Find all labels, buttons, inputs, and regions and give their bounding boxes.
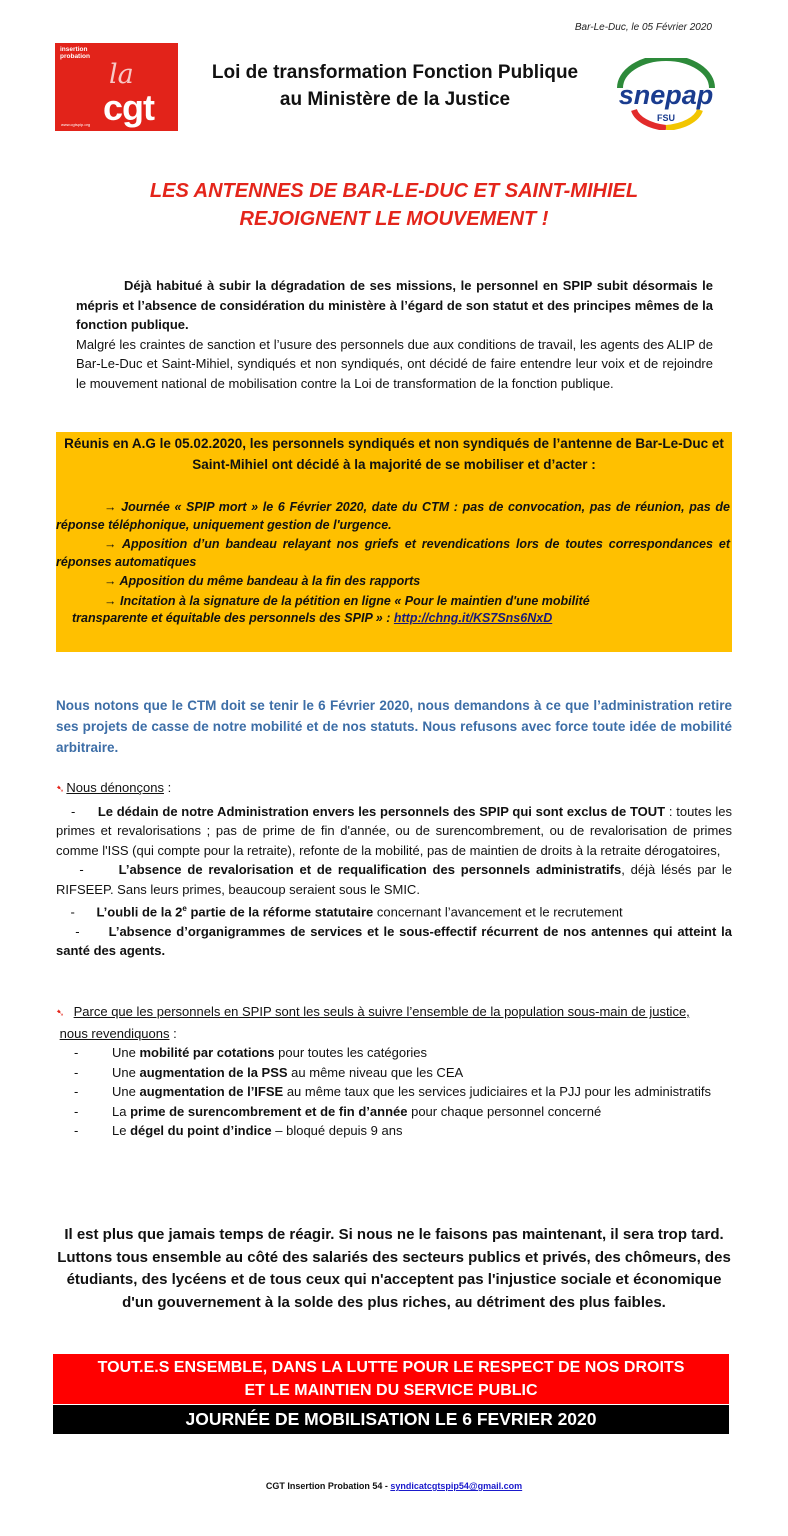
closing-paragraph: Il est plus que jamais temps de réagir. Si nous ne le faisons pas maintenant, il sera trop tard. Luttons tous ensemble au côté des salariés des secteurs publics et privés, des chômeurs, des étudiants, des lycéens et de tous ceux qui n'acceptent pas l'injustice sociale et économique d'un gouvernement à la solde des plus riches, au détriment des plus faibles. (57, 1226, 731, 1311)
list-item-post: pour chaque personnel concerné (407, 1103, 602, 1119)
highlight-box-heading: Réunis en A.G le 05.02.2020, les personnels syndiqués et non syndiqués de l’antenne de Bar-Le-Duc et Saint-Mihiel ont décidé à la majorité de se mobiliser et d’acter : (64, 436, 724, 472)
action-item-4-cont (56, 610, 730, 628)
list-item-pre: Le (112, 1123, 131, 1138)
main-title-line2: REJOIGNENT LE MOUVEMENT ! (239, 208, 549, 230)
intro-section (76, 276, 713, 393)
action-item-3: → Apposition du même bandeau à la fin des rapports (104, 574, 421, 588)
action-item-1: → Journée « SPIP mort » le 6 Février 2020, date du CTM : pas de convocation, pas de réunion, pas de réponse téléphonique, uniquement gestion de l'urgence. (56, 500, 730, 532)
denonce-item-1-bold: Le dédain de notre Administration envers les personnels des SPIP qui sont exclus de TOUT (97, 803, 666, 819)
denonce-item-1-rest: : toutes les primes et revalorisations ; pas de prime de fin d'année, ou de surencombrement, ou de revalorisation de primes comme l'ISS (qui compte pour la retraite), refonte de la mobilité, pas de maintien de droits à la retraite dérogatoires, (56, 803, 733, 858)
list-item-bold: prime de surencombrement et de fin d’année (130, 1103, 408, 1119)
list-item: - Le dégel du point d’indice – bloqué depuis 9 ans (74, 1123, 403, 1138)
revendique-colon: : (169, 1025, 177, 1041)
petition-link[interactable]: http://chng.it/KS7Sns6NxD (393, 611, 553, 625)
denonce-item-4-bold: L’absence d’organigrammes de services et le sous-effectif récurrent de nos antennes qui atteint la santé des agents. (56, 923, 732, 959)
denonce-label: Nous dénonçons (66, 780, 164, 795)
arrow-icon: ➷ (56, 784, 65, 795)
red-banner-line2: ET LE MAINTIEN DU SERVICE PUBLIC (244, 1382, 538, 1399)
intro-paragraph: Malgré les craintes de sanction et l’usure des personnels due aux conditions de travail, les agents des ALIP de Bar-Le-Duc et Saint-Mihiel, syndiqués et non syndiqués, ont décidé de faire entendre leur voix et de rejoindre le mouvement national de mobilisation contre la Loi de transformation de la fonction publique. (76, 336, 713, 391)
list-item-bold: mobilité par cotations (139, 1045, 275, 1060)
list-item: - Une mobilité par cotations pour toutes les catégories (74, 1045, 428, 1060)
header-title-line2: au Ministère de la Justice (279, 89, 511, 110)
header-title-line1: Loi de transformation Fonction Publique (211, 62, 579, 83)
denonce-item-2-bold: L’absence de revalorisation et de requalification des personnels administratifs (118, 862, 622, 877)
list-item-pre: La (112, 1103, 131, 1119)
list-item: - Une augmentation de la PSS au même niveau que les CEA (74, 1064, 464, 1080)
revendique-label: nous revendiquons (59, 1025, 170, 1041)
denonce-section (56, 778, 732, 961)
black-banner: JOURNÉE DE MOBILISATION LE 6 FEVRIER 2020 (53, 1405, 729, 1434)
list-item-pre: Une (112, 1045, 140, 1060)
list-item-post: pour toutes les catégories (274, 1045, 428, 1060)
denonce-item-2-rest: , déjà lésés par le RIFSEEP. Sans leurs primes, beaucoup seraient sous le SMIC. (56, 862, 732, 897)
snepap-logo-fsu: FSU (657, 113, 675, 123)
footer (150, 1481, 638, 1491)
list-item: - La prime de surencombrement et de fin d’année pour chaque personnel concerné (74, 1103, 602, 1119)
list-item-post: – bloqué depuis 9 ans (271, 1123, 403, 1138)
red-banner (53, 1354, 729, 1404)
list-item: - Une augmentation de l’IFSE au même taux que les services judiciaires et la PJJ pour les administratifs (74, 1084, 711, 1099)
denonce-item-2: - L’absence de revalorisation et de requalification des personnels administratifs, déjà lésés par le RIFSEEP. Sans leurs primes, beaucoup seraient sous le SMIC. (56, 862, 732, 897)
denonce-colon: : (163, 780, 172, 795)
main-title (60, 177, 728, 233)
snepap-logo (612, 58, 720, 130)
list-item-pre: Une (112, 1084, 140, 1099)
highlight-box-items (56, 499, 730, 630)
action-item-4-line2: transparente et équitable des personnels des SPIP » : (72, 611, 394, 625)
list-item-pre: Une (112, 1064, 140, 1080)
list-item-bold: augmentation de la PSS (139, 1064, 288, 1080)
cgt-logo-url: www.cgtspip.org (61, 122, 91, 127)
action-item-4 (56, 593, 730, 611)
main-title-line1: LES ANTENNES DE BAR-LE-DUC ET SAINT-MIHIEL (149, 180, 639, 202)
ctm-paragraph: Nous notons que le CTM doit se tenir le 6 Février 2020, nous demandons à ce que l’administration retire ses projets de casse de notre mobilité et de nos statuts. Nous refusons avec force toute idée de mobilité arbitraire. (56, 698, 732, 755)
denonce-item-3-sup: e (182, 904, 187, 913)
cgt-logo-la: la (109, 59, 134, 90)
revendique-reason-text: Parce que les personnels en SPIP sont les seuls à suivre l’ensemble de la population sous-main de justice, (73, 1004, 690, 1019)
action-item-4-line1: → Incitation à la signature de la pétition en ligne « Pour le maintien d'une mobilité (104, 593, 590, 608)
list-item-post: au même taux que les services judiciaires et la PJJ pour les administratifs (283, 1084, 711, 1099)
denonce-heading (56, 778, 732, 800)
list-item-bold: dégel du point d’indice (130, 1123, 272, 1138)
denonce-item-3-rest: concernant l’avancement et le recrutement (373, 904, 623, 920)
denonce-item-3: - L’oubli de la 2e partie de la réforme statutaire concernant l’avancement et le recrutement (56, 904, 623, 920)
cgt-logo (55, 43, 178, 131)
cgt-logo-cgt: cgt (103, 87, 154, 128)
arrow-icon: ➷ (56, 1008, 65, 1019)
list-item-post: au même niveau que les CEA (287, 1064, 464, 1080)
revendique-heading (56, 1024, 732, 1044)
footer-email-link[interactable]: syndicatcgtspip54@gmail.com (390, 1481, 523, 1491)
document-date: Bar-Le-Duc, le 05 Février 2020 (574, 22, 712, 33)
list-item-bold: augmentation de l’IFSE (139, 1084, 284, 1099)
snepap-logo-name: snepap (618, 80, 714, 110)
action-item-2: → Apposition d’un bandeau relayant nos griefs et revendications lors de toutes correspondances et réponses automatiques (56, 537, 730, 569)
cgt-logo-line2: probation (60, 53, 90, 60)
revendique-reason (56, 1002, 732, 1024)
denonce-item-1: - Le dédain de notre Administration envers les personnels des SPIP qui sont exclus de TOUT : toutes les primes et revalorisations ; pas de prime de fin d'année, ou de surencombrement, ou de revalorisation de primes comme l'ISS (qui compte pour la retraite), refonte de la mobilité, pas de maintien de droits à la retraite dérogatoires, (56, 803, 733, 858)
footer-org: CGT Insertion Probation 54 - (265, 1481, 391, 1491)
denonce-item-3-bold: L’oubli de la 2 (96, 904, 183, 920)
denonce-item-4: - L’absence d’organigrammes de services et le sous-effectif récurrent de nos antennes qui atteint la santé des agents. (56, 923, 732, 959)
header-title (170, 59, 620, 113)
red-banner-line1: TOUT.E.S ENSEMBLE, DANS LA LUTTE POUR LE RESPECT DE NOS DROITS (97, 1359, 685, 1376)
denonce-item-3-bold2: partie de la réforme statutaire (186, 904, 374, 920)
intro-bold-paragraph: Déjà habitué à subir la dégradation de ses missions, le personnel en SPIP subit désormais le mépris et l’absence de considération du ministère à l’égard de son statut et des principes mêmes de la fonction publique. (76, 278, 713, 332)
cgt-logo-line1: insertion (60, 46, 88, 53)
revendique-section (56, 1002, 732, 1141)
